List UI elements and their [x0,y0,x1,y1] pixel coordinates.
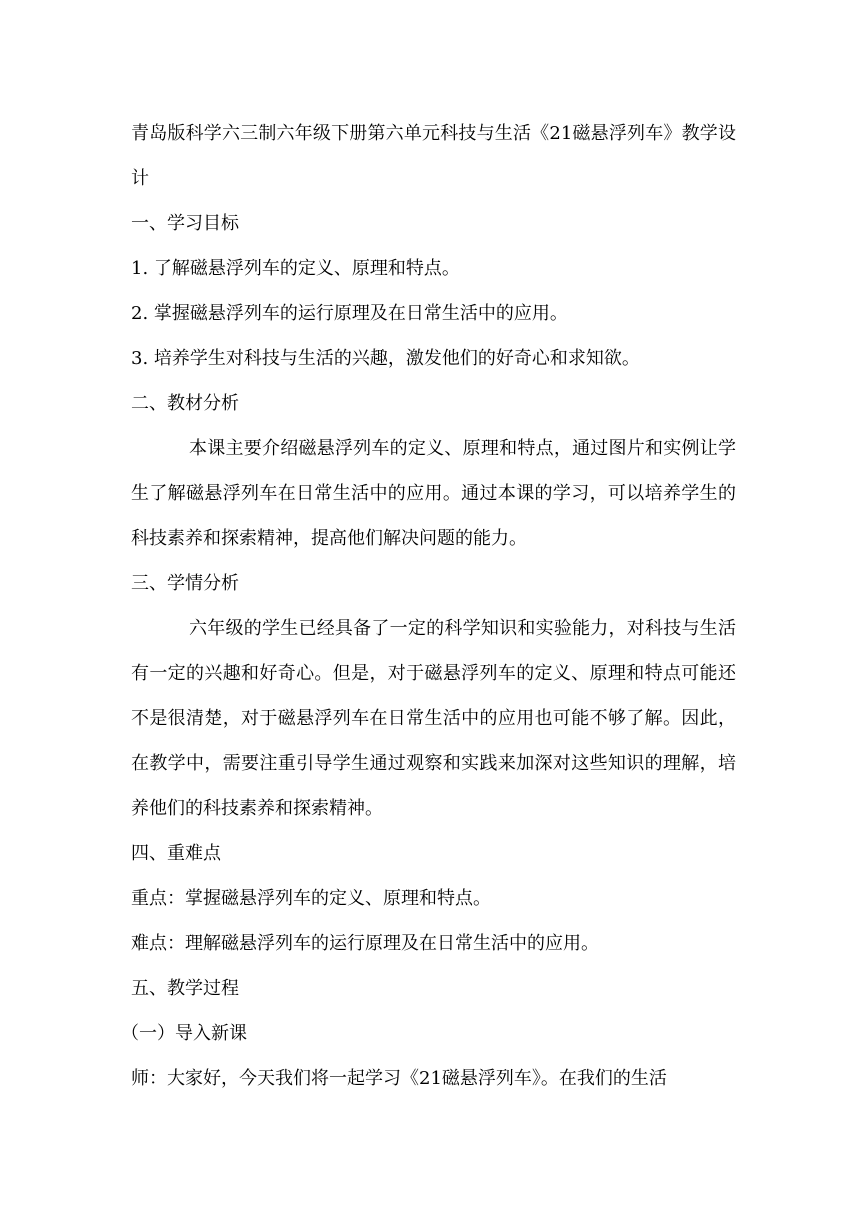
teacher-line: 师：大家好，今天我们将一起学习《21磁悬浮列车》。在我们的生活 [131,1068,667,1089]
key-point-difficulty: 难点：理解磁悬浮列车的运行原理及在日常生活中的应用。 [131,933,599,954]
objectives-heading: 一、学习目标 [131,213,239,234]
document-body [121,111,736,1101]
objective-item-2: 2. 掌握磁悬浮列车的运行原理及在日常生活中的应用。 [131,303,568,324]
material-analysis-heading: 二、教材分析 [131,393,239,414]
student-analysis-paragraph: 六年级的学生已经具备了一定的科学知识和实验能力，对科技与生活有一定的兴趣和好奇心。但是，对于磁悬浮列车的定义、原理和特点可能还不是很清楚，对于磁悬浮列车在日常生活中的应用也可能不够了解。因此，在教学中，需要注重引导学生通过观察和实践来加深对这些知识的理解，培养他们的科技素养和探索精神。 [131,618,736,819]
objective-item-1: 1. 了解磁悬浮列车的定义、原理和特点。 [131,258,460,279]
key-point-focus: 重点：掌握磁悬浮列车的定义、原理和特点。 [131,888,491,909]
objective-item-3: 3. 培养学生对科技与生活的兴趣，激发他们的好奇心和求知欲。 [131,348,640,369]
process-subheading: （一）导入新课 [121,1023,247,1044]
process-heading: 五、教学过程 [131,978,239,999]
document-title: 青岛版科学六三制六年级下册第六单元科技与生活《21磁悬浮列车》教学设计 [131,123,736,189]
key-points-heading: 四、重难点 [131,843,221,864]
material-analysis-paragraph: 本课主要介绍磁悬浮列车的定义、原理和特点，通过图片和实例让学生了解磁悬浮列车在日常生活中的应用。通过本课的学习，可以培养学生的科技素养和探索精神，提高他们解决问题的能力。 [131,438,736,549]
student-analysis-heading: 三、学情分析 [131,573,239,594]
